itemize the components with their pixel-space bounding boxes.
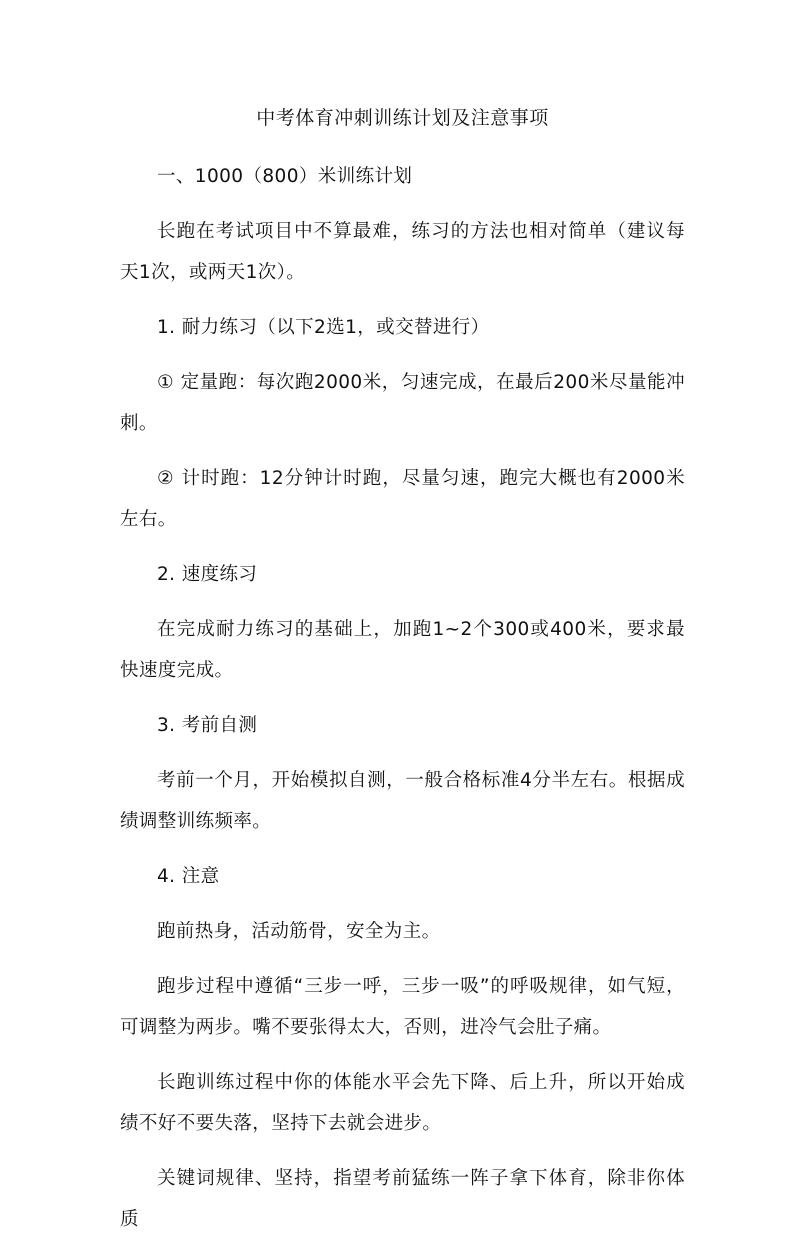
document-body [120,98,685,1254]
paragraph-intro: 长跑在考试项目中不算最难，练习的方法也相对简单（建议每天1次，或两天1次）。 [120,221,685,283]
paragraph-progress: 长跑训练过程中你的体能水平会先下降、后上升，所以开始成绩不好不要失落，坚持下去就会进步。 [120,1072,685,1134]
paragraph-self-test: 考前一个月，开始模拟自测，一般合格标准4分半左右。根据成绩调整训练频率。 [120,770,685,832]
list-item-fixed-distance: ① 定量跑：每次跑2000米，匀速完成，在最后200米尽量能冲刺。 [120,372,685,434]
page-title: 中考体育冲刺训练计划及注意事项 [256,107,549,129]
section-heading-running-plan: 一、1000（800）米训练计划 [157,166,413,187]
list-item-timed-run: ② 计时跑：12分钟计时跑，尽量匀速，跑完大概也有2000米左右。 [120,468,685,530]
subheading-notes: 4. 注意 [157,866,220,887]
subheading-speed: 2. 速度练习 [157,564,258,585]
paragraph-keywords: 关键词规律、坚持，指望考前猛练一阵子拿下体育，除非你体质 [120,1168,685,1230]
subheading-endurance: 1. 耐力练习（以下2选1，或交替进行） [157,317,490,338]
paragraph-speed: 在完成耐力练习的基础上，加跑1~2个300或400米，要求最快速度完成。 [120,619,685,681]
paragraph-breathing: 跑步过程中遵循“三步一呼，三步一吸”的呼吸规律，如气短，可调整为两步。嘴不要张得太大，否则，进冷气会肚子痛。 [120,976,685,1038]
paragraph-warmup: 跑前热身，活动筋骨，安全为主。 [157,921,441,942]
subheading-self-test: 3. 考前自测 [157,715,258,736]
